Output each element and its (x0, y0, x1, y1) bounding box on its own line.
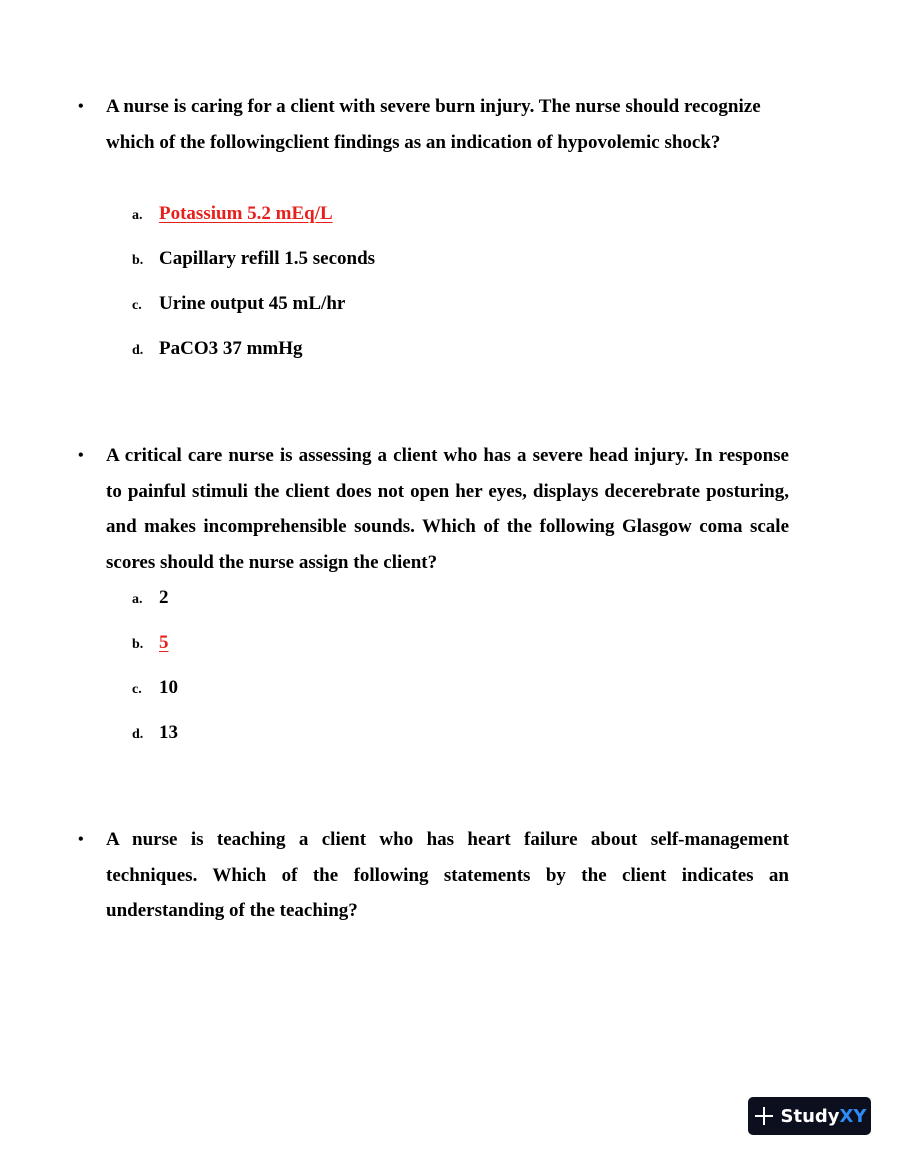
option-letter: c. (132, 682, 142, 697)
correct-answer-text: 5 (159, 632, 169, 653)
option-letter: c. (132, 298, 142, 313)
option-text: 2 (159, 587, 169, 608)
option-text: Capillary refill 1.5 seconds (159, 248, 376, 269)
option-a (132, 585, 178, 630)
answer-options-2 (132, 585, 178, 765)
studyxy-logo[interactable] (748, 1097, 871, 1135)
option-d (132, 336, 375, 381)
option-text: 10 (159, 677, 178, 698)
logo-word-main: Study (780, 1105, 840, 1127)
question-3 (78, 822, 789, 929)
option-letter: d. (132, 727, 144, 742)
option-letter: b. (132, 253, 144, 268)
logo-word-accent: XY (839, 1105, 867, 1127)
option-letter: a. (132, 208, 143, 223)
question-text: A nurse is caring for a client with severe burn injury. The nurse should recognize which of the followingclient findings as an indication of hypovolemic shock? (106, 96, 761, 153)
option-text: PaCO3 37 mmHg (159, 338, 303, 359)
bullet-icon: • (78, 831, 84, 848)
bullet-icon: • (78, 447, 84, 464)
option-a (132, 201, 375, 246)
option-c (132, 291, 375, 336)
answer-options-1 (132, 201, 375, 381)
option-text: 13 (159, 722, 178, 743)
question-1 (78, 89, 789, 160)
question-text: A nurse is teaching a client who has heart failure about self-management techniques. Which of the following statements by the client indicates an understanding of the teaching? (106, 829, 789, 921)
option-letter: d. (132, 343, 144, 358)
option-c (132, 675, 178, 720)
bullet-icon: • (78, 98, 84, 115)
question-2 (78, 438, 789, 580)
question-text: A critical care nurse is assessing a client who has a severe head injury. In response to painful stimuli the client does not open her eyes, displays decerebrate posturing, and makes incomprehensible sounds. Which of the following Glasgow coma scale scores should the nurse assign the client? (106, 445, 789, 573)
option-d (132, 720, 178, 765)
option-letter: b. (132, 637, 144, 652)
option-text: Urine output 45 mL/hr (159, 293, 346, 314)
plus-icon (753, 1105, 775, 1127)
correct-answer-text: Potassium 5.2 mEq/L (159, 203, 333, 224)
option-b (132, 630, 178, 675)
option-letter: a. (132, 592, 143, 607)
option-b (132, 246, 375, 291)
